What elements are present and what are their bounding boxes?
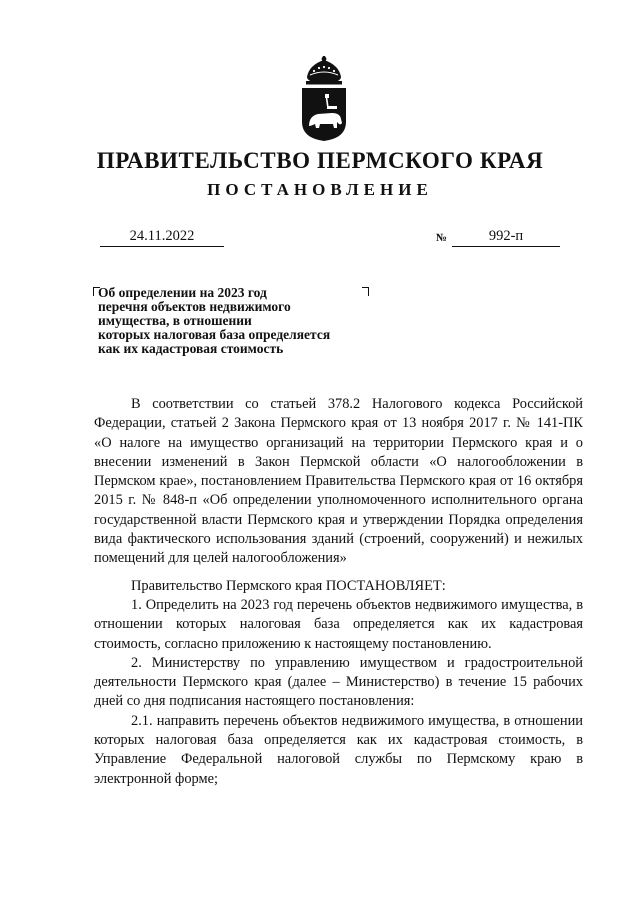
organization-title: ПРАВИТЕЛЬСТВО ПЕРМСКОГО КРАЯ [96,148,544,173]
crown-icon [306,56,342,85]
number-underline [452,246,560,247]
document-body [94,395,583,789]
subject-line: Об определении на 2023 год [98,285,267,300]
document-date: 24.11.2022 [129,228,195,244]
subject-line: имущества, в отношении [98,313,252,328]
clause-2: 2. Министерству по управлению имуществом и градостроительной деятельности Пермского края (далее – Министерство) в течение 15 рабочих дней со дня подписания настоящего постановления: [94,654,583,710]
date-underline [100,246,224,247]
subject-line: перечня объектов недвижимого [98,299,291,314]
document-number: 992-п [488,228,524,244]
perm-krai-coat-of-arms-icon [296,56,352,142]
preamble-paragraph: В соответствии со статьей 378.2 Налогового кодекса Российской Федерации, статьей 2 Закона Пермского края от 13 ноября 2017 г. № 141-ПК «О налоге на имущество организаций на территории Пермского края и о внесении изменений в Закон Пермской области «О налогообложении в Пермском крае», постановлением Правительства Пермского края от 16 октября 2015 г. № 848-п «Об определении уполномоченного исполнительного органа государственной власти Пермского края и утверждении Порядка определения вида фактического использования зданий (строений, сооружений) и нежилых помещений для целей налогообложения» [94,396,583,567]
clause-2-1: 2.1. направить перечень объектов недвижимого имущества, в отношении которых налоговая база определяется как их кадастровая стоимость, в Управление Федеральной налоговой службы по Пермскому краю в электронной форме; [94,712,583,787]
document-subject [98,286,388,356]
resolution-statement: Правительство Пермского края ПОСТАНОВЛЯЕТ: [131,577,446,594]
number-sign: № [436,232,448,244]
document-type: ПОСТАНОВЛЕНИЕ [207,180,433,199]
subject-line: как их кадастровая стоимость [98,341,284,356]
clause-1: 1. Определить на 2023 год перечень объектов недвижимого имущества, в отношении которых налоговая база определяется как их кадастровая стоимость, согласно приложению к настоящему постановлению. [94,596,583,652]
subject-line: которых налоговая база определяется [98,327,331,342]
